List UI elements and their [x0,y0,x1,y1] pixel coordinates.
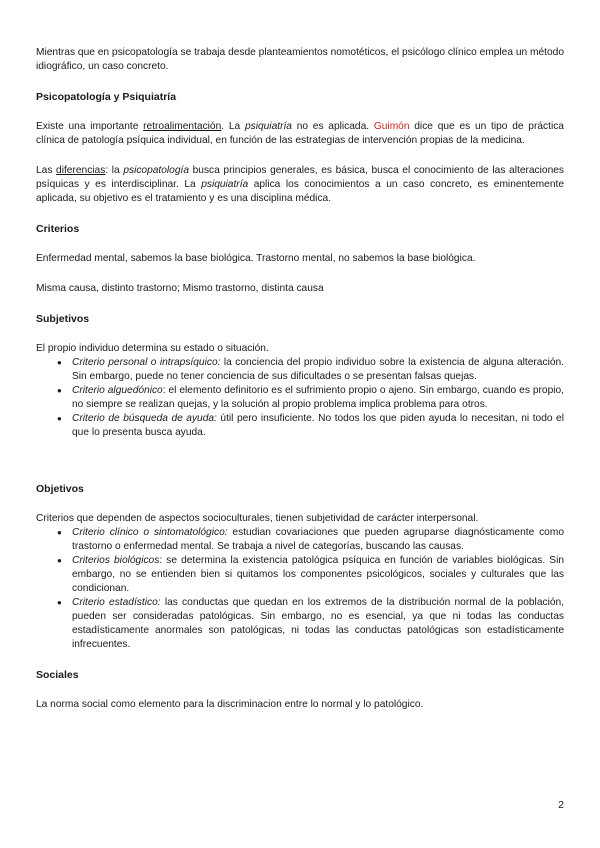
emphasis-psiquiatria: psiquiatría [244,121,292,132]
paragraph-enfermedad-trastorno: Enfermedad mental, sabemos la base biológica. Trastorno mental, no sabemos la base biológica. [36,253,476,264]
text-run: . La [221,121,245,132]
document-page [36,46,564,712]
text-run: aplica los conocimientos a un caso concreto, es eminentemente aplicada, su objetivo es el tratamiento y es una disciplina médica. [36,179,564,204]
criterion-text: útil pero insuficiente. No todos los que piden ayuda lo necesitan, ni todo el que lo presenta busca ayuda. [72,413,564,438]
criterion-term: Criterio personal o intrapsíquico: [72,357,221,368]
list-item [36,356,564,384]
list-item [36,526,564,554]
paragraph-causa-trastorno: Misma causa, distinto trastorno; Mismo trastorno, distinta causa [36,283,324,294]
heading-criterios: Criterios [36,223,80,235]
bullet-icon: ● [57,414,62,423]
heading-objetivos: Objetivos [36,483,84,495]
link-retroalimentacion[interactable]: retroalimentación [143,121,222,132]
bullet-icon: ● [57,386,62,395]
criterion-term: Criterio alguedónico [72,385,163,396]
emphasis-psiquiatria: psiquiatría [201,179,249,190]
bullet-icon: ● [57,556,62,565]
criterion-text: las conductas que quedan en los extremos de la distribución normal de la población, pueden ser consideradas patológicas. Sin embargo, no es esencial, ya que ni todas las conductas estadísticamente anormales son patológicas, ni todas las conductas patológicas son estadísticamente infrecuentes. [72,597,564,650]
paragraph-sociales: La norma social como elemento para la discriminacion entre lo normal y lo patológico. [36,699,424,710]
list-item [36,412,564,440]
criterion-text: : el elemento definitorio es el sufrimiento propio o ajeno. Sin embargo, cuando es propio, no siempre se realizan quejas, y la solución al propio problema implica problema para otros. [72,385,564,410]
criterion-term: Criterios biológicos [72,555,160,566]
list-subjetivos [36,356,564,440]
paragraph-objetivos-intro: Criterios que dependen de aspectos socioculturales, tienen subjetividad de carácter interpersonal. [36,513,479,524]
bullet-icon: ● [57,358,62,367]
bullet-icon: ● [57,528,62,537]
text-run: no es aplicada. [291,121,374,132]
list-item [36,384,564,412]
heading-sociales: Sociales [36,669,79,681]
criterion-term: Criterio clínico o sintomatológico: [72,527,228,538]
list-objetivos [36,526,564,652]
heading-psicopatologia-psiquiatria: Psicopatología y Psiquiatría [36,91,177,103]
heading-subjetivos: Subjetivos [36,313,90,325]
criterion-text: : se determina la existencia patológica psíquica en función de variables biológicas. Sin embargo, no se entienden bien si quitamos los componentes psicológicos, sociales y culturales que las condicionan. [72,555,565,594]
criterion-term: Criterio estadístico: [72,597,161,608]
link-diferencias[interactable]: diferencias [56,165,106,176]
criterion-text: la conciencia del propio individuo sobre la existencia de alguna alteración. Sin embargo, puede no tener conciencia de sus dificultades o se presentan falsas quejas. [72,357,564,382]
highlight-guimon: Guimón [373,121,410,132]
text-run: Las [36,165,57,176]
text-run: : la [105,165,124,176]
text-run: dice que es un tipo de práctica clínica de patología psíquica individual, en función de las estrategias de intervención propias de la medicina. [36,121,564,146]
bullet-icon: ● [57,598,62,607]
paragraph-diferencias [36,164,564,206]
list-item [36,596,564,652]
paragraph-subjetivos-intro: El propio individuo determina su estado o situación. [36,343,269,354]
criterion-text: estudian covariaciones que pueden agruparse diagnósticamente como trastorno o enfermedad mental. Se trabaja a nivel de categorías, buscando las causas. [72,527,564,552]
paragraph-retroalimentacion [36,120,564,148]
text-run: busca principios generales, es básica, busca el conocimiento de las alteraciones psíquicas y es interdisciplinar. La [36,165,564,190]
text-run: Existe una importante [36,121,144,132]
emphasis-psicopatologia: psicopatología [123,165,190,176]
list-item [36,554,564,596]
intro-paragraph: Mientras que en psicopatología se trabaja desde planteamientos nomotéticos, el psicólogo clínico emplea un método idiográfico, un caso concreto. [36,47,564,72]
page-number: 2 [558,799,564,811]
criterion-term: Criterio de búsqueda de ayuda: [72,413,217,424]
